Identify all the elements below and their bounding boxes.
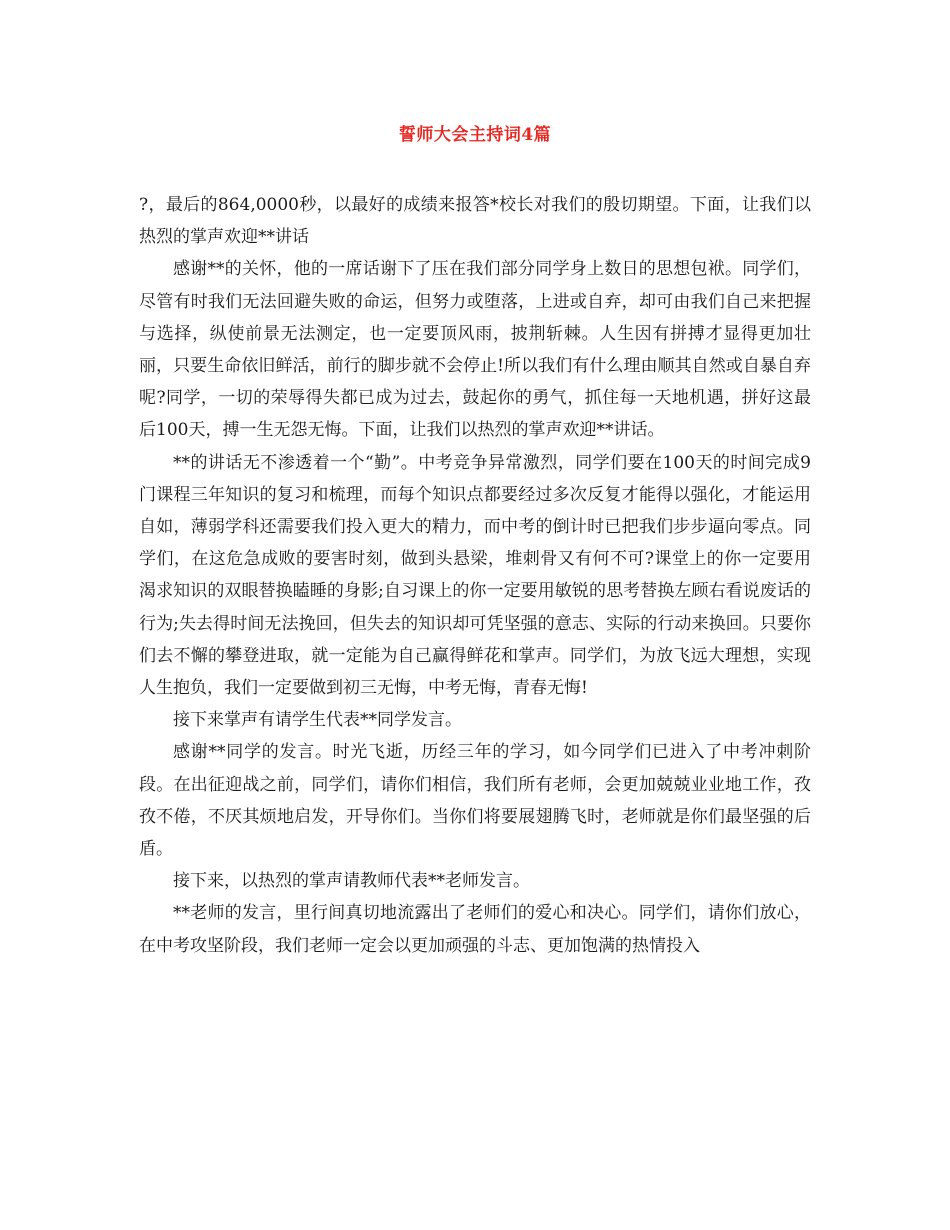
paragraph: ?，最后的864,0000秒，以最好的成绩来报答*校长对我们的殷切期望。下面，让我们以热烈的掌声欢迎**讲话 <box>139 195 811 248</box>
paragraph: 接下来掌声有请学生代表**同学发言。 <box>173 710 462 731</box>
document-body <box>139 189 811 962</box>
paragraph: 感谢**的关怀，他的一席话谢下了压在我们部分同学身上数日的思想包袱。同学们，尽管有时我们无法回避失败的命运，但努力或堕落，上进或自弃，却可由我们自己来把握与选择，纵使前景无法测定，也一定要顶风雨，披荆斩棘。人生因有拼搏才显得更加壮丽，只要生命依旧鲜活，前行的脚步就不会停止!所以我们有什么理由顺其自然或自暴自弃呢?同学，一切的荣辱得失都已成为过去，鼓起你的勇气，抓住每一天地机遇，拼好这最后100天，搏一生无怨无悔。下面，让我们以热烈的掌声欢迎**讲话。 <box>139 259 811 441</box>
paragraph: 感谢**同学的发言。时光飞逝，历经三年的学习，如今同学们已进入了中考冲刺阶段。在出征迎战之前，同学们，请你们相信，我们所有老师，会更加兢兢业业地工作，孜孜不倦，不厌其烦地启发，开导你们。当你们将要展翅腾飞时，老师就是你们最坚强的后盾。 <box>139 742 811 860</box>
document-title: 誓师大会主持词4篇 <box>398 125 552 145</box>
paragraph: **的讲话无不渗透着一个“勤”。中考竞争异常激烈，同学们要在100天的时间完成9门课程三年知识的复习和梳理，而每个知识点都要经过多次反复才能得以强化，才能运用自如，薄弱学科还需要我们投入更大的精力，而中考的倒计时已把我们步步逼向零点。同学们，在这危急成败的要害时刻，做到头悬梁，堆刺骨又有何不可?课堂上的你一定要用渴求知识的双眼替换瞌睡的身影;自习课上的你一定要用敏锐的思考替换左顾右看说废话的行为;失去得时间无法挽回，但失去的知识却可凭坚强的意志、实际的行动来换回。只要你们去不懈的攀登进取，就一定能为自己赢得鲜花和掌声。同学们，为放飞远大理想，实现人生抱负，我们一定要做到初三无悔，中考无悔，青春无悔! <box>139 452 811 699</box>
paragraph: **老师的发言，里行间真切地流露出了老师们的爱心和决心。同学们，请你们放心，在中考攻坚阶段，我们老师一定会以更加顽强的斗志、更加饱满的热情投入 <box>139 903 811 956</box>
paragraph: 接下来，以热烈的掌声请教师代表**老师发言。 <box>173 871 530 892</box>
